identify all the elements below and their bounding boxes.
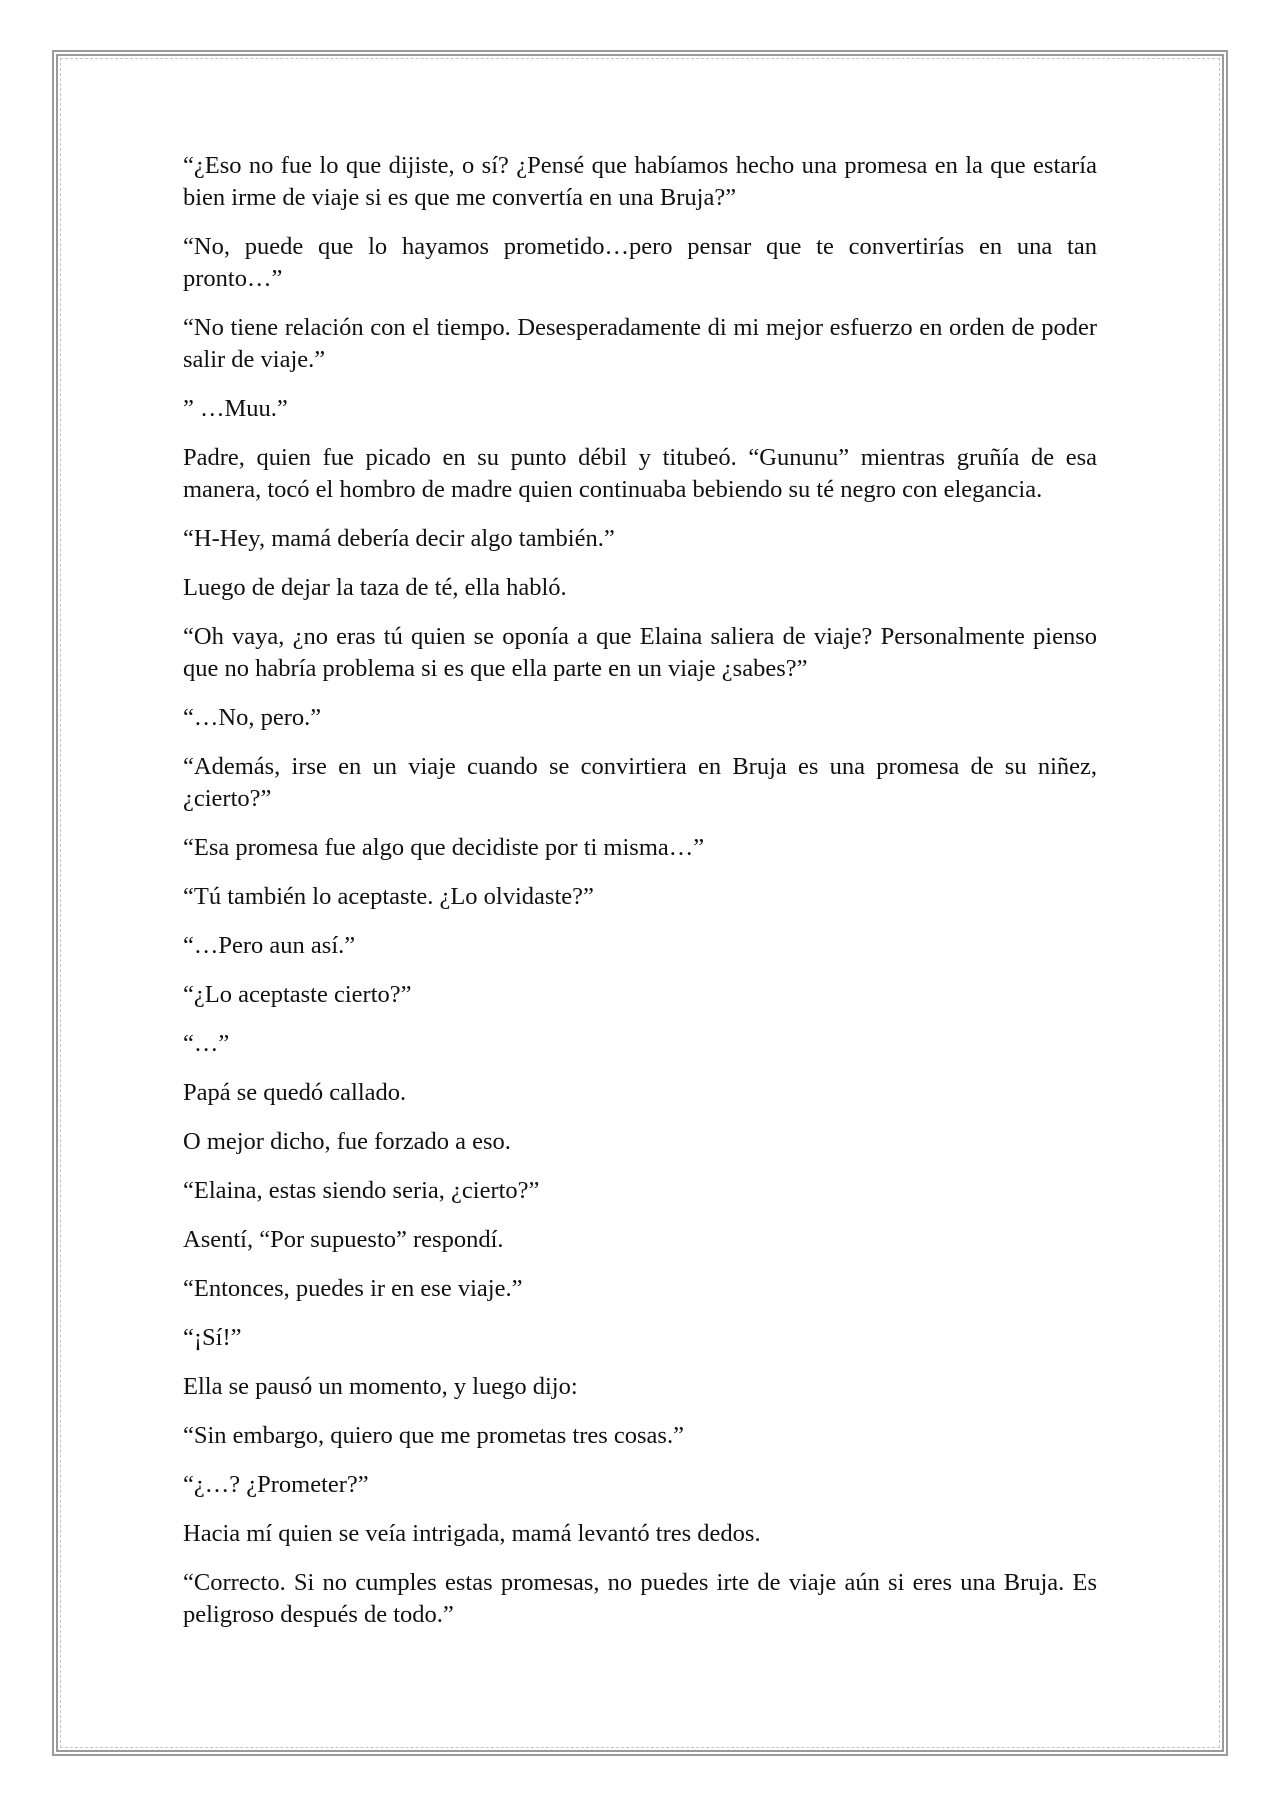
paragraph-25: Hacia mí quien se veía intrigada, mamá levantó tres dedos. xyxy=(183,1520,761,1547)
paragraph-18: “Elaina, estas siendo seria, ¿cierto?” xyxy=(183,1177,540,1204)
paragraph-24: “¿…? ¿Prometer?” xyxy=(183,1471,369,1498)
paragraph-19: Asentí, “Por supuesto” respondí. xyxy=(183,1226,504,1253)
paragraph-20: “Entonces, puedes ir en ese viaje.” xyxy=(183,1275,523,1302)
paragraph-13: “…Pero aun así.” xyxy=(183,932,356,959)
paragraph-2: “No, puede que lo hayamos prometido…pero pensar que te convertirías en una tan pronto…” xyxy=(183,233,1097,292)
document-body xyxy=(183,150,1097,1648)
paragraph-5: Padre, quien fue picado en su punto débil y titubeó. “Gununu” mientras gruñía de esa manera, tocó el hombro de madre quien continuaba bebiendo su té negro con elegancia. xyxy=(183,444,1097,503)
paragraph-23: “Sin embargo, quiero que me prometas tres cosas.” xyxy=(183,1422,684,1449)
paragraph-8: “Oh vaya, ¿no eras tú quien se oponía a que Elaina saliera de viaje? Personalmente pienso que no habría problema si es que ella parte en un viaje ¿sabes?” xyxy=(183,623,1097,682)
paragraph-10: “Además, irse en un viaje cuando se convirtiera en Bruja es una promesa de su niñez, ¿cierto?” xyxy=(183,753,1097,812)
paragraph-3: “No tiene relación con el tiempo. Desesperadamente di mi mejor esfuerzo en orden de poder salir de viaje.” xyxy=(183,314,1097,373)
paragraph-15: “…” xyxy=(183,1030,230,1057)
paragraph-9: “…No, pero.” xyxy=(183,704,322,731)
paragraph-6: “H-Hey, mamá debería decir algo también.” xyxy=(183,525,615,552)
paragraph-4: ” …Muu.” xyxy=(183,395,288,422)
paragraph-22: Ella se pausó un momento, y luego dijo: xyxy=(183,1373,578,1400)
paragraph-17: O mejor dicho, fue forzado a eso. xyxy=(183,1128,511,1155)
paragraph-11: “Esa promesa fue algo que decidiste por ti misma…” xyxy=(183,834,705,861)
paragraph-7: Luego de dejar la taza de té, ella habló. xyxy=(183,574,567,601)
paragraph-14: “¿Lo aceptaste cierto?” xyxy=(183,981,412,1008)
paragraph-16: Papá se quedó callado. xyxy=(183,1079,407,1106)
paragraph-1: “¿Eso no fue lo que dijiste, o sí? ¿Pensé que habíamos hecho una promesa en la que estaría bien irme de viaje si es que me convertía en una Bruja?” xyxy=(183,152,1097,211)
paragraph-26: “Correcto. Si no cumples estas promesas, no puedes irte de viaje aún si eres una Bruja. Es peligroso después de todo.” xyxy=(183,1569,1097,1628)
paragraph-12: “Tú también lo aceptaste. ¿Lo olvidaste?” xyxy=(183,883,594,910)
paragraph-21: “¡Sí!” xyxy=(183,1324,242,1351)
